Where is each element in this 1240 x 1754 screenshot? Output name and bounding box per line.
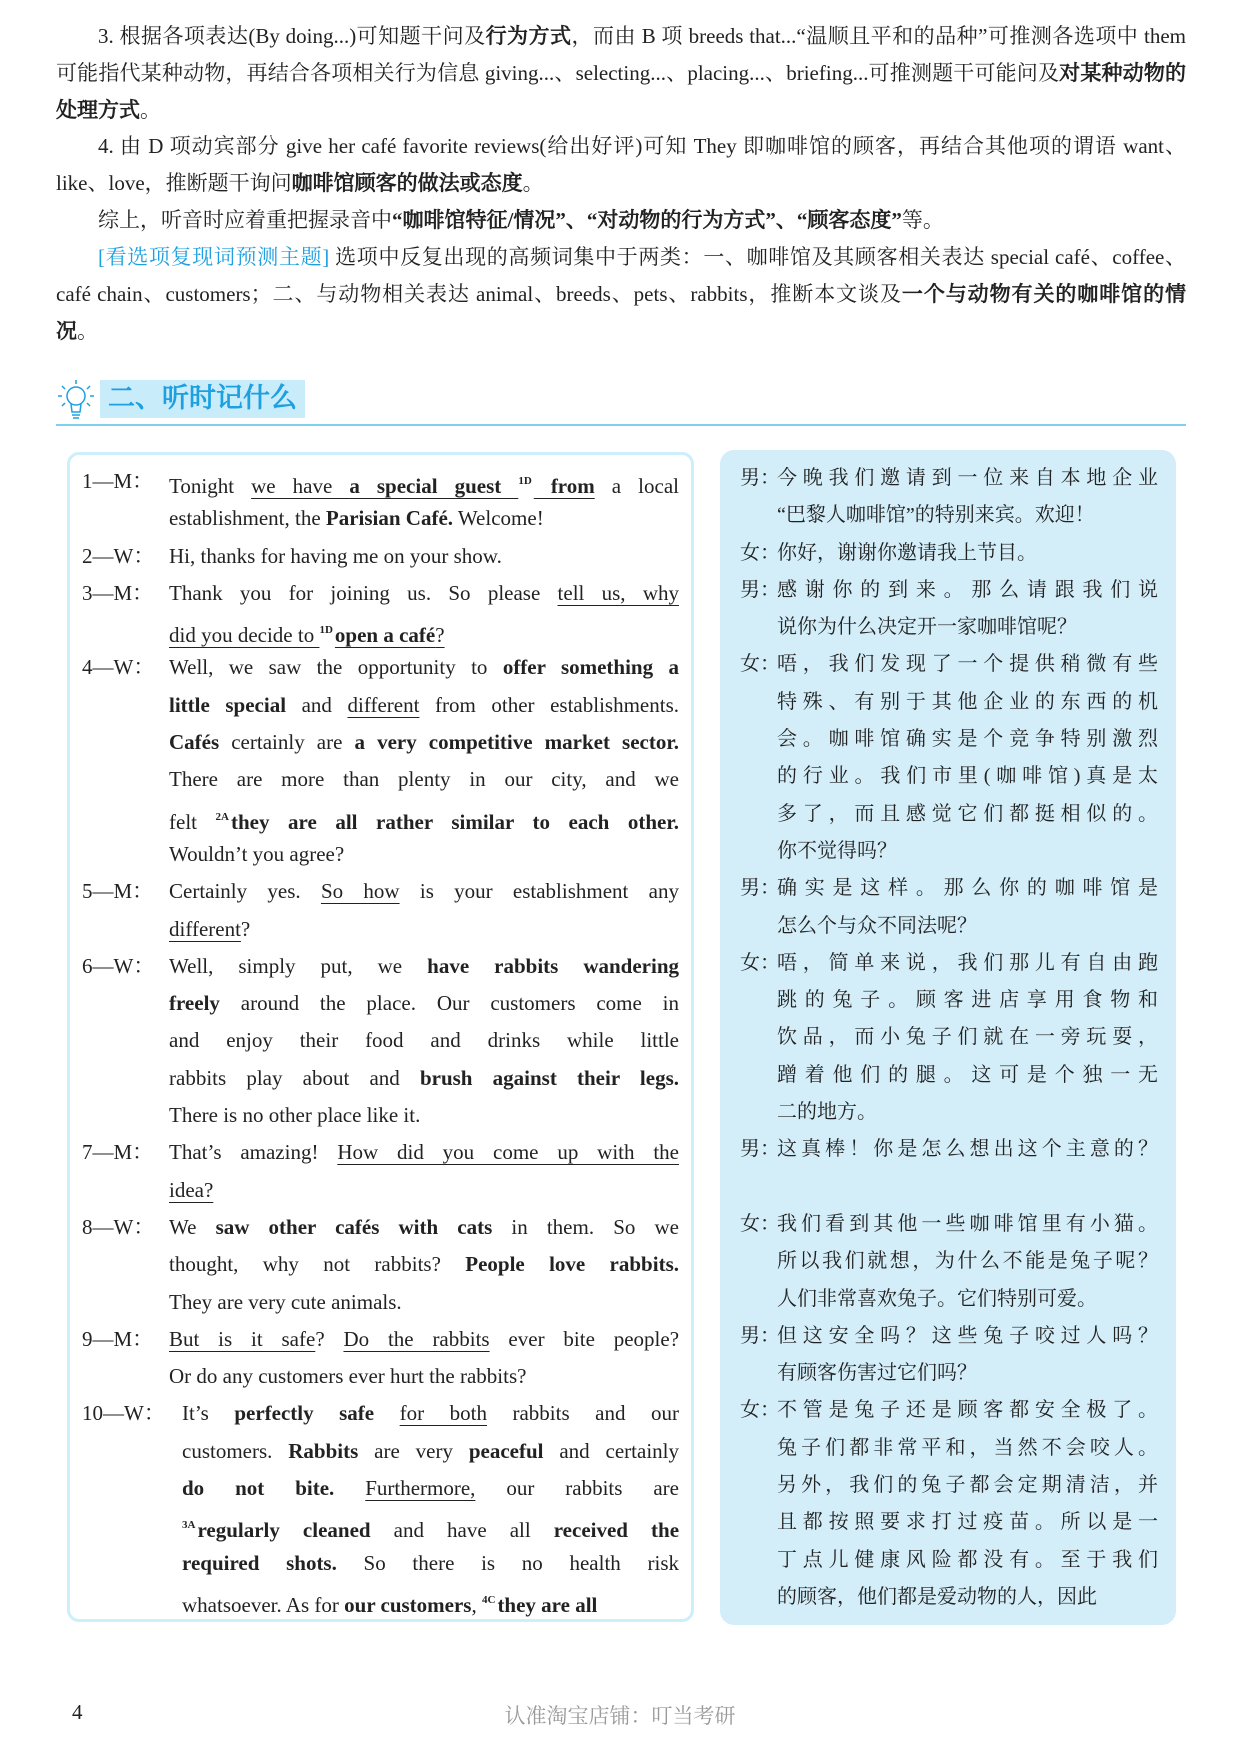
key-phrase: perfectly safe [234,1401,375,1426]
text-segment: 4. 由 D 项动宾部分 give her café favorite reviews(给出好评)可知 They 即咖啡馆的顾客，再结合其他项的谓语 want、like、love，推断题干询问 [56,134,1186,195]
text-segment: from other establishments. [419,692,679,717]
answer-marker: 3A [182,1519,196,1532]
section-heading [56,376,1186,426]
key-phrase: 咖啡馆顾客的做法或态度 [291,171,523,195]
translation-line: 你好，谢谢你邀请我上节目。 [777,541,1037,564]
translation-turn [720,945,1176,1131]
speaker-label: 女： [740,653,780,676]
text-segment: ? [315,1326,344,1351]
speaker-label: 女： [740,541,780,564]
translation-line: 唔，简单来说，我们那儿有自由跑 [777,951,1158,974]
tip-label: [看选项复现词预测主题] [98,245,330,269]
dialogue-line [169,948,679,985]
translation-line: 所以我们就想，为什么不能是兔子呢？ [777,1250,1158,1273]
translation-line: 有顾客伤害过它们吗？ [777,1362,977,1385]
translation-line: 二的地方。 [777,1101,877,1124]
text-segment [374,1401,400,1425]
key-phrase: How did you come up with the [337,1140,679,1165]
key-phrase: little special [169,692,287,717]
watermark: 认准淘宝店铺：叮当考研 [504,1704,736,1728]
dialogue-turn [70,538,691,575]
answer-marker: 1D [518,475,532,487]
dialogue-line [169,500,679,537]
speaker-label: 男： [740,467,780,489]
key-phrase: a special guest [349,474,519,498]
key-phrase: do not bite. [182,1476,335,1501]
dialogue-line [169,724,679,761]
text-segment: There is no other place like it. [169,1103,421,1128]
key-phrase: from [533,474,595,498]
key-phrase: People love rabbits. [465,1252,679,1277]
translation-line: 蹭着他们的腿。这可是个独一无 [777,1063,1158,1086]
translation-line: 你不觉得吗？ [777,839,897,862]
translation-line: 人们非常喜欢兔子。它们特别可爱。 [777,1287,1097,1310]
dialogue-turn [70,873,691,948]
key-phrase: received the [553,1518,680,1543]
text-segment: 选项中反复出现的高频词集中于两类：一、咖啡馆及其顾客相关表达 special café、coffee、café chain、customers；二、与动物相关表达 animal、breeds、pets、rabbits，推断本文谈及 [56,245,1186,306]
dialogue-turn [70,1209,691,1321]
text-segment: felt [169,809,216,834]
dialogue-translation [720,450,1176,1625]
translation-line: 的行业。我们市里(咖啡馆)真是太 [777,765,1158,788]
key-phrase: different [347,692,420,717]
analysis-paragraph [56,128,1186,202]
text-segment: 3. 根据各项表达(By doing...)可知题干问及 [98,24,486,48]
text-segment: There are more than plenty in our city, and we [169,767,679,792]
dialogue-line [169,1246,679,1283]
translation-line: 的顾客，他们都是爱动物的人，因此 [777,1585,1097,1608]
key-phrase: idea? [169,1177,214,1202]
text-segment: , [471,1592,482,1617]
dialogue-line [182,1470,679,1507]
key-phrase: freely [169,991,220,1016]
text-segment: Well, simply put, we [169,953,428,978]
dialogue-line [169,1060,679,1097]
dialogue-line [169,687,679,724]
text-segment: 等。 [901,208,944,232]
text-segment: and have all [370,1518,554,1543]
text-segment: certainly are [219,730,355,755]
text-segment: 综上，听音时应着重把握录音中 [98,208,392,232]
dialogue-turn [70,1395,691,1619]
key-phrase: offer something a [502,655,679,680]
key-phrase: a very competitive market sector. [354,730,679,755]
dialogue-turn [70,463,691,538]
dialogue-line [169,799,679,836]
dialogue-line [169,1097,679,1134]
text-segment: So there is no health risk [336,1550,679,1575]
speaker-label: 2—W： [82,543,155,568]
speaker-label: 8—W： [82,1214,155,1239]
key-phrase: 一个与动物有关的咖啡馆的情况 [56,282,1187,343]
page-number: 4 [72,1700,83,1724]
text-segment: 。 [77,319,98,343]
dialogue-line [169,649,679,686]
text-segment [334,1476,365,1500]
translation-turn [720,460,1176,535]
speaker-label: 男： [740,877,780,900]
translation-turn [720,1131,1176,1206]
speaker-label: 女： [740,951,780,974]
key-phrase: required shots. [182,1550,337,1575]
translation-line: 不管是兔子还是顾客都安全极了。 [777,1399,1158,1422]
translation-turn [720,572,1176,647]
dialogue-line [169,1134,679,1171]
translation-line: 今晚我们邀请到一位来自本地企业 [777,467,1158,489]
dialogue-line [169,1358,679,1395]
text-segment: Thank you for joining us. So please [169,580,558,605]
translation-line: 特殊、有别于其他企业的东西的机 [777,690,1158,713]
dialogue-line [169,1172,679,1209]
text-segment: a local [594,474,679,498]
translation-turn [720,1206,1176,1318]
speaker-label: 男： [740,1138,780,1161]
text-segment: Welcome! [453,506,544,531]
text-segment: Well, we saw the opportunity to [169,655,503,680]
dialogue-line [169,575,679,612]
dialogue-line [169,911,679,948]
speaker-label: 女： [740,1212,780,1235]
speaker-label: 男： [740,578,780,601]
text-segment: in them. So we [492,1214,679,1239]
speaker-label: 3—M： [82,580,154,605]
text-segment: are very [358,1438,469,1463]
dialogue-turn [70,948,691,1134]
key-phrase: “咖啡馆特征/情况”、“对动物的行为方式”、“顾客态度” [392,208,902,232]
text-segment: customers. [182,1438,289,1463]
dialogue-line [182,1433,679,1470]
text-segment: 。 [522,171,544,195]
dialogue-line [182,1582,679,1619]
text-segment: Wouldn’t you agree? [169,841,345,866]
translation-line: 这真棒！你是怎么想出这个主意的？ [777,1138,1158,1161]
key-phrase: open a café [334,623,436,648]
speaker-label: 4—W： [82,655,155,680]
key-phrase: So how [320,879,400,904]
translation-line: 丁点儿健康风险都没有。至于我们 [777,1548,1158,1571]
key-phrase: Cafés [169,730,220,755]
translation-line: 但这安全吗？这些兔子咬过人吗？ [777,1324,1158,1347]
key-phrase: for both [399,1401,487,1426]
key-phrase: we have [251,474,350,498]
dialogue-turn [70,649,691,873]
translation-line [720,1169,1176,1206]
analysis-paragraph [56,202,1186,239]
speaker-label: 7—M： [82,1140,154,1165]
text-segment: It’s [182,1401,235,1426]
text-segment: establishment, the [169,506,326,531]
dialogue-line [169,1321,679,1358]
dialogue-line [169,1022,679,1059]
translation-turn [720,1392,1176,1616]
key-phrase: saw other cafés with cats [215,1214,493,1239]
speaker-label: 男： [740,1324,780,1347]
text-segment: ，而由 B 项 breeds that...“温顺且平和的品种”可推测各选项中 them 可能指代某种动物，再结合各项相关行为信息 giving...、selecting...、placing...、briefing...可推测题干可能问及 [56,24,1187,85]
translation-line: 唔，我们发现了一个提供稍微有些 [777,653,1158,676]
translation-line: 会。咖啡馆确实是个竞争特别激烈 [777,728,1158,751]
key-phrase: brush against their legs. [419,1065,679,1090]
key-phrase: our customers [344,1592,472,1617]
key-phrase: they are all [497,1592,598,1617]
translation-line: 另外，我们的兔子都会定期清洁，并 [777,1474,1158,1497]
lightbulb-icon [56,378,96,422]
dialogue-turn [70,1134,691,1209]
dialogue-turn [70,575,691,650]
text-segment: and certainly [543,1438,680,1463]
speaker-label: 1—M： [82,469,154,493]
key-phrase: Rabbits [288,1438,359,1463]
translation-turn [720,646,1176,870]
text-segment: and enjoy their food and drinks while little [169,1028,679,1053]
text-segment: is your establishment any [399,879,679,904]
analysis-paragraph [56,239,1186,350]
answer-marker: 2A [215,810,229,823]
dialogue-line [169,836,679,873]
key-phrase: 行为方式 [485,24,572,48]
section-title: 二、听时记什么 [100,380,305,418]
dialogue-line [182,1545,679,1582]
translation-turn [720,870,1176,945]
text-segment: around the place. Our customers come in [219,991,679,1016]
dialogue-line [169,463,679,500]
dialogue-turn [70,1321,691,1396]
dialogue-line [182,1395,679,1432]
key-phrase: 对某种动物的处理方式 [56,61,1187,122]
translation-line: 确实是这样。那么你的咖啡馆是 [777,877,1158,900]
translation-turn [720,535,1176,572]
text-segment: rabbits play about and [169,1065,420,1090]
key-phrase: different [169,916,241,941]
translation-line: 感谢你的到来。那么请跟我们说 [777,578,1158,601]
speaker-label: 10—W： [82,1401,165,1426]
key-phrase: Parisian Café. [325,506,454,531]
speaker-label: 9—M： [82,1326,154,1351]
key-phrase: tell us, why [557,580,679,605]
translation-line: 说你为什么决定开一家咖啡馆呢？ [777,616,1077,639]
text-segment: Certainly yes. [169,879,321,904]
text-segment: We [169,1214,216,1239]
translation-line: 多了，而且感觉它们都挺相似的。 [777,802,1158,825]
speaker-label: 6—W： [82,953,155,978]
analysis-paragraph [56,18,1186,129]
dialogue-line [169,1209,679,1246]
dialogue-line [169,761,679,798]
text-segment: Tonight [169,474,252,498]
answer-marker: 1D [319,624,333,637]
translation-line: 且都按照要求打过疫苗。所以是一 [777,1511,1158,1534]
translation-line: 我们看到其他一些咖啡馆里有小猫。 [777,1212,1158,1235]
dialogue-line [169,873,679,910]
dialogue-line [169,612,679,649]
translation-line: 跳的兔子。顾客进店享用食物和 [777,989,1158,1012]
speaker-label: 女： [740,1399,780,1422]
text-segment: Or do any customers ever hurt the rabbits? [169,1364,527,1389]
text-segment: and [286,692,348,717]
key-phrase: ? [435,623,445,648]
dialogue-line [169,1284,679,1321]
text-segment: Hi, thanks for having me on your show. [169,543,502,568]
dialogue-transcript [67,452,694,1622]
text-segment: our rabbits are [475,1476,679,1501]
translation-line: “巴黎人咖啡馆”的特别来宾。欢迎！ [777,504,1095,527]
translation-line: 怎么个与众不同法呢？ [777,914,977,937]
translation-line: 饮品，而小兔子们就在一旁玩耍， [777,1026,1158,1049]
key-phrase: Do the rabbits [343,1326,490,1351]
dialogue-line [182,1507,679,1544]
text-segment: 。 [140,98,161,122]
text-segment: That’s amazing! [169,1140,338,1165]
translation-turn [720,1318,1176,1393]
key-phrase: regularly cleaned [197,1518,371,1543]
text-segment: ever bite people? [489,1326,680,1351]
key-phrase: But is it safe [169,1326,316,1351]
key-phrase: did you decide to [169,623,320,648]
text-segment: ? [240,916,251,941]
answer-marker: 4C [481,1593,496,1606]
translation-line: 兔子们都非常平和，当然不会咬人。 [777,1436,1158,1459]
key-phrase: they are all rather similar to each other. [230,809,679,834]
dialogue-line [169,985,679,1022]
key-phrase: Furthermore, [365,1476,476,1501]
speaker-label: 5—M： [82,879,154,904]
key-phrase: have rabbits wandering [427,953,679,978]
text-segment: rabbits and our [486,1401,679,1426]
text-segment: They are very cute animals. [169,1289,402,1314]
text-segment: thought, why not rabbits? [169,1252,466,1277]
dialogue-line [169,538,679,575]
text-segment: whatsoever. As for [182,1592,345,1617]
key-phrase: peaceful [468,1438,544,1463]
